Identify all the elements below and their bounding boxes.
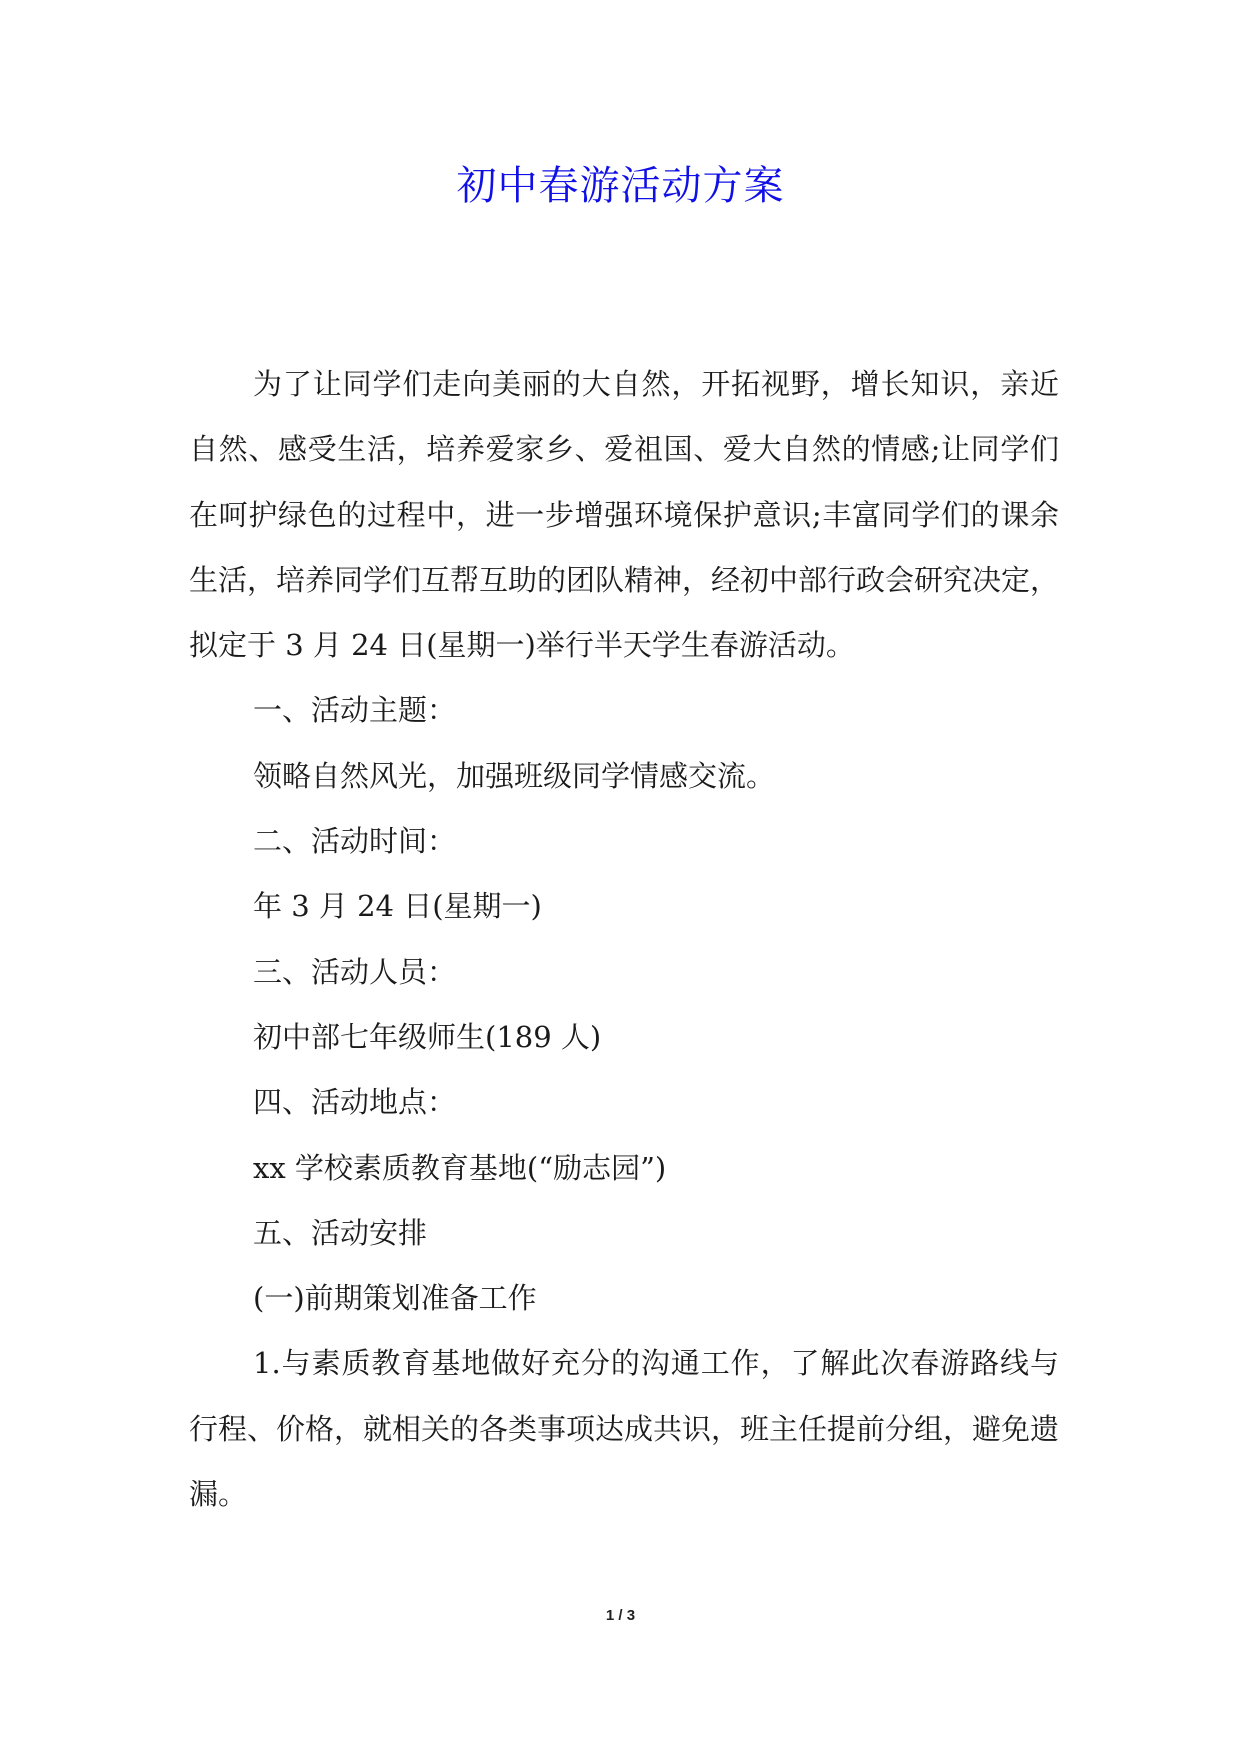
section-heading-arrangement: 五、活动安排 — [253, 1215, 428, 1250]
section-heading-theme: 一、活动主题： — [253, 693, 457, 728]
arrangement-item-1: 1.与素质教育基地做好充分的沟通工作，了解此次春游路线与行程、价格，就相关的各类事项达成共识，班主任提前分组，避免遗漏。 — [189, 1346, 1060, 1512]
section-content-time: 年 3 月 24 日(星期一) — [253, 889, 542, 924]
document-body — [189, 352, 1059, 1527]
section-heading-location: 四、活动地点： — [253, 1085, 457, 1120]
intro-paragraph: 为了让同学们走向美丽的大自然，开拓视野，增长知识，亲近自然、感受生活，培养爱家乡、爱祖国、爱大自然的情感;让同学们在呵护绿色的过程中，进一步增强环境保护意识;丰富同学们的课余生活，培养同学们互帮互助的团队精神，经初中部行政会研究决定，拟定于 3 月 24 日(星期一)举行半天学生春游活动。 — [189, 367, 1060, 663]
section-content-location: xx 学校素质教育基地(“励志园”) — [253, 1150, 667, 1185]
section-content-theme: 领略自然风光，加强班级同学情感交流。 — [253, 758, 776, 793]
subsection-heading-preparation: (一)前期策划准备工作 — [253, 1281, 537, 1316]
section-heading-people: 三、活动人员： — [253, 954, 457, 989]
page-number: 1 / 3 — [605, 1607, 636, 1624]
document-title: 初中春游活动方案 — [456, 163, 785, 209]
section-content-people: 初中部七年级师生(189 人) — [253, 1019, 602, 1054]
section-heading-time: 二、活动时间： — [253, 824, 457, 859]
